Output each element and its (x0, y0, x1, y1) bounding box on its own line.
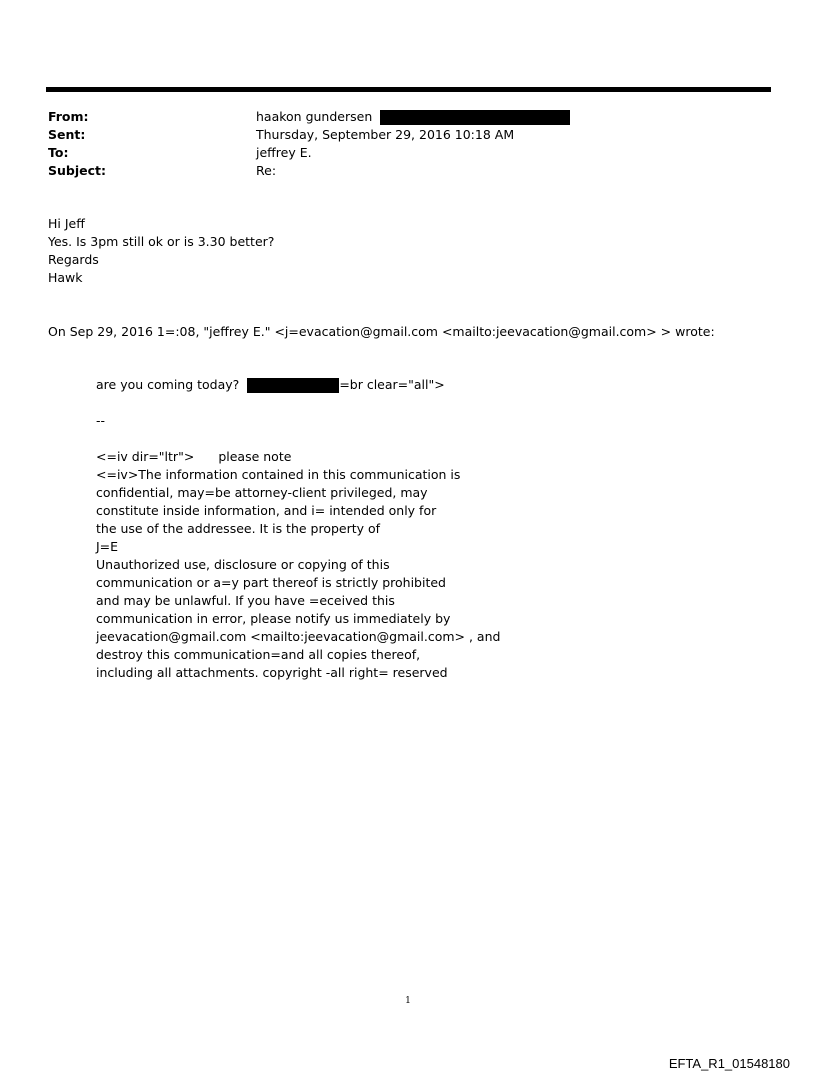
disclaimer-head-text: please note (218, 449, 292, 464)
subject-label: Subject: (48, 163, 106, 178)
disclaimer-line: J=E (96, 539, 119, 554)
from-value (256, 109, 570, 125)
header-rule (46, 87, 771, 92)
redaction-box (247, 378, 339, 393)
sent-label: Sent: (48, 127, 86, 142)
disclaimer-line: constitute inside information, and i= intended only for (96, 503, 437, 518)
disclaimer-line: jeevacation@gmail.com <mailto:jeevacation@gmail.com> , and (96, 629, 501, 644)
sender-name: haakon gundersen (256, 109, 373, 124)
disclaimer-line: and may be unlawful. If you have =eceived this (96, 593, 395, 608)
quoted-question (96, 377, 445, 393)
disclaimer-line: communication in error, please notify us immediately by (96, 611, 451, 626)
body-line: Hi Jeff (48, 216, 85, 231)
disclaimer-line: <=iv>The information contained in this communication is (96, 467, 461, 482)
disclaimer-line: the use of the addressee. It is the property of (96, 521, 381, 536)
body-line: Hawk (48, 270, 83, 285)
redaction-box (380, 110, 570, 125)
signature-separator: -- (96, 413, 106, 428)
question-text: are you coming today? (96, 377, 240, 392)
to-label: To: (48, 145, 69, 160)
from-label: From: (48, 109, 89, 124)
subject-value: Re: (256, 163, 277, 178)
to-value: jeffrey E. (256, 145, 312, 160)
quote-attribution: On Sep 29, 2016 1=:08, "jeffrey E." <j=evacation@gmail.com <mailto:jeevacation@gmail.com> > wrote: (48, 324, 715, 339)
body-line: Yes. Is 3pm still ok or is 3.30 better? (48, 234, 275, 249)
document-id: EFTA_R1_01548180 (668, 1056, 790, 1071)
page-number: 1 (405, 996, 411, 1006)
disclaimer-line: destroy this communication=and all copies thereof, (96, 647, 421, 662)
disclaimer-line: communication or a=y part thereof is strictly prohibited (96, 575, 446, 590)
body-line: Regards (48, 252, 99, 267)
question-suffix: =br clear="all"> (339, 377, 445, 392)
disclaimer-head (96, 449, 291, 464)
sent-value: Thursday, September 29, 2016 10:18 AM (256, 127, 515, 142)
disclaimer-line: confidential, may=be attorney-client privileged, may (96, 485, 428, 500)
disclaimer-head-tag: <=iv dir="ltr"> (96, 449, 195, 464)
disclaimer-line: Unauthorized use, disclosure or copying of this (96, 557, 390, 572)
disclaimer-line: including all attachments. copyright -all right= reserved (96, 665, 448, 680)
